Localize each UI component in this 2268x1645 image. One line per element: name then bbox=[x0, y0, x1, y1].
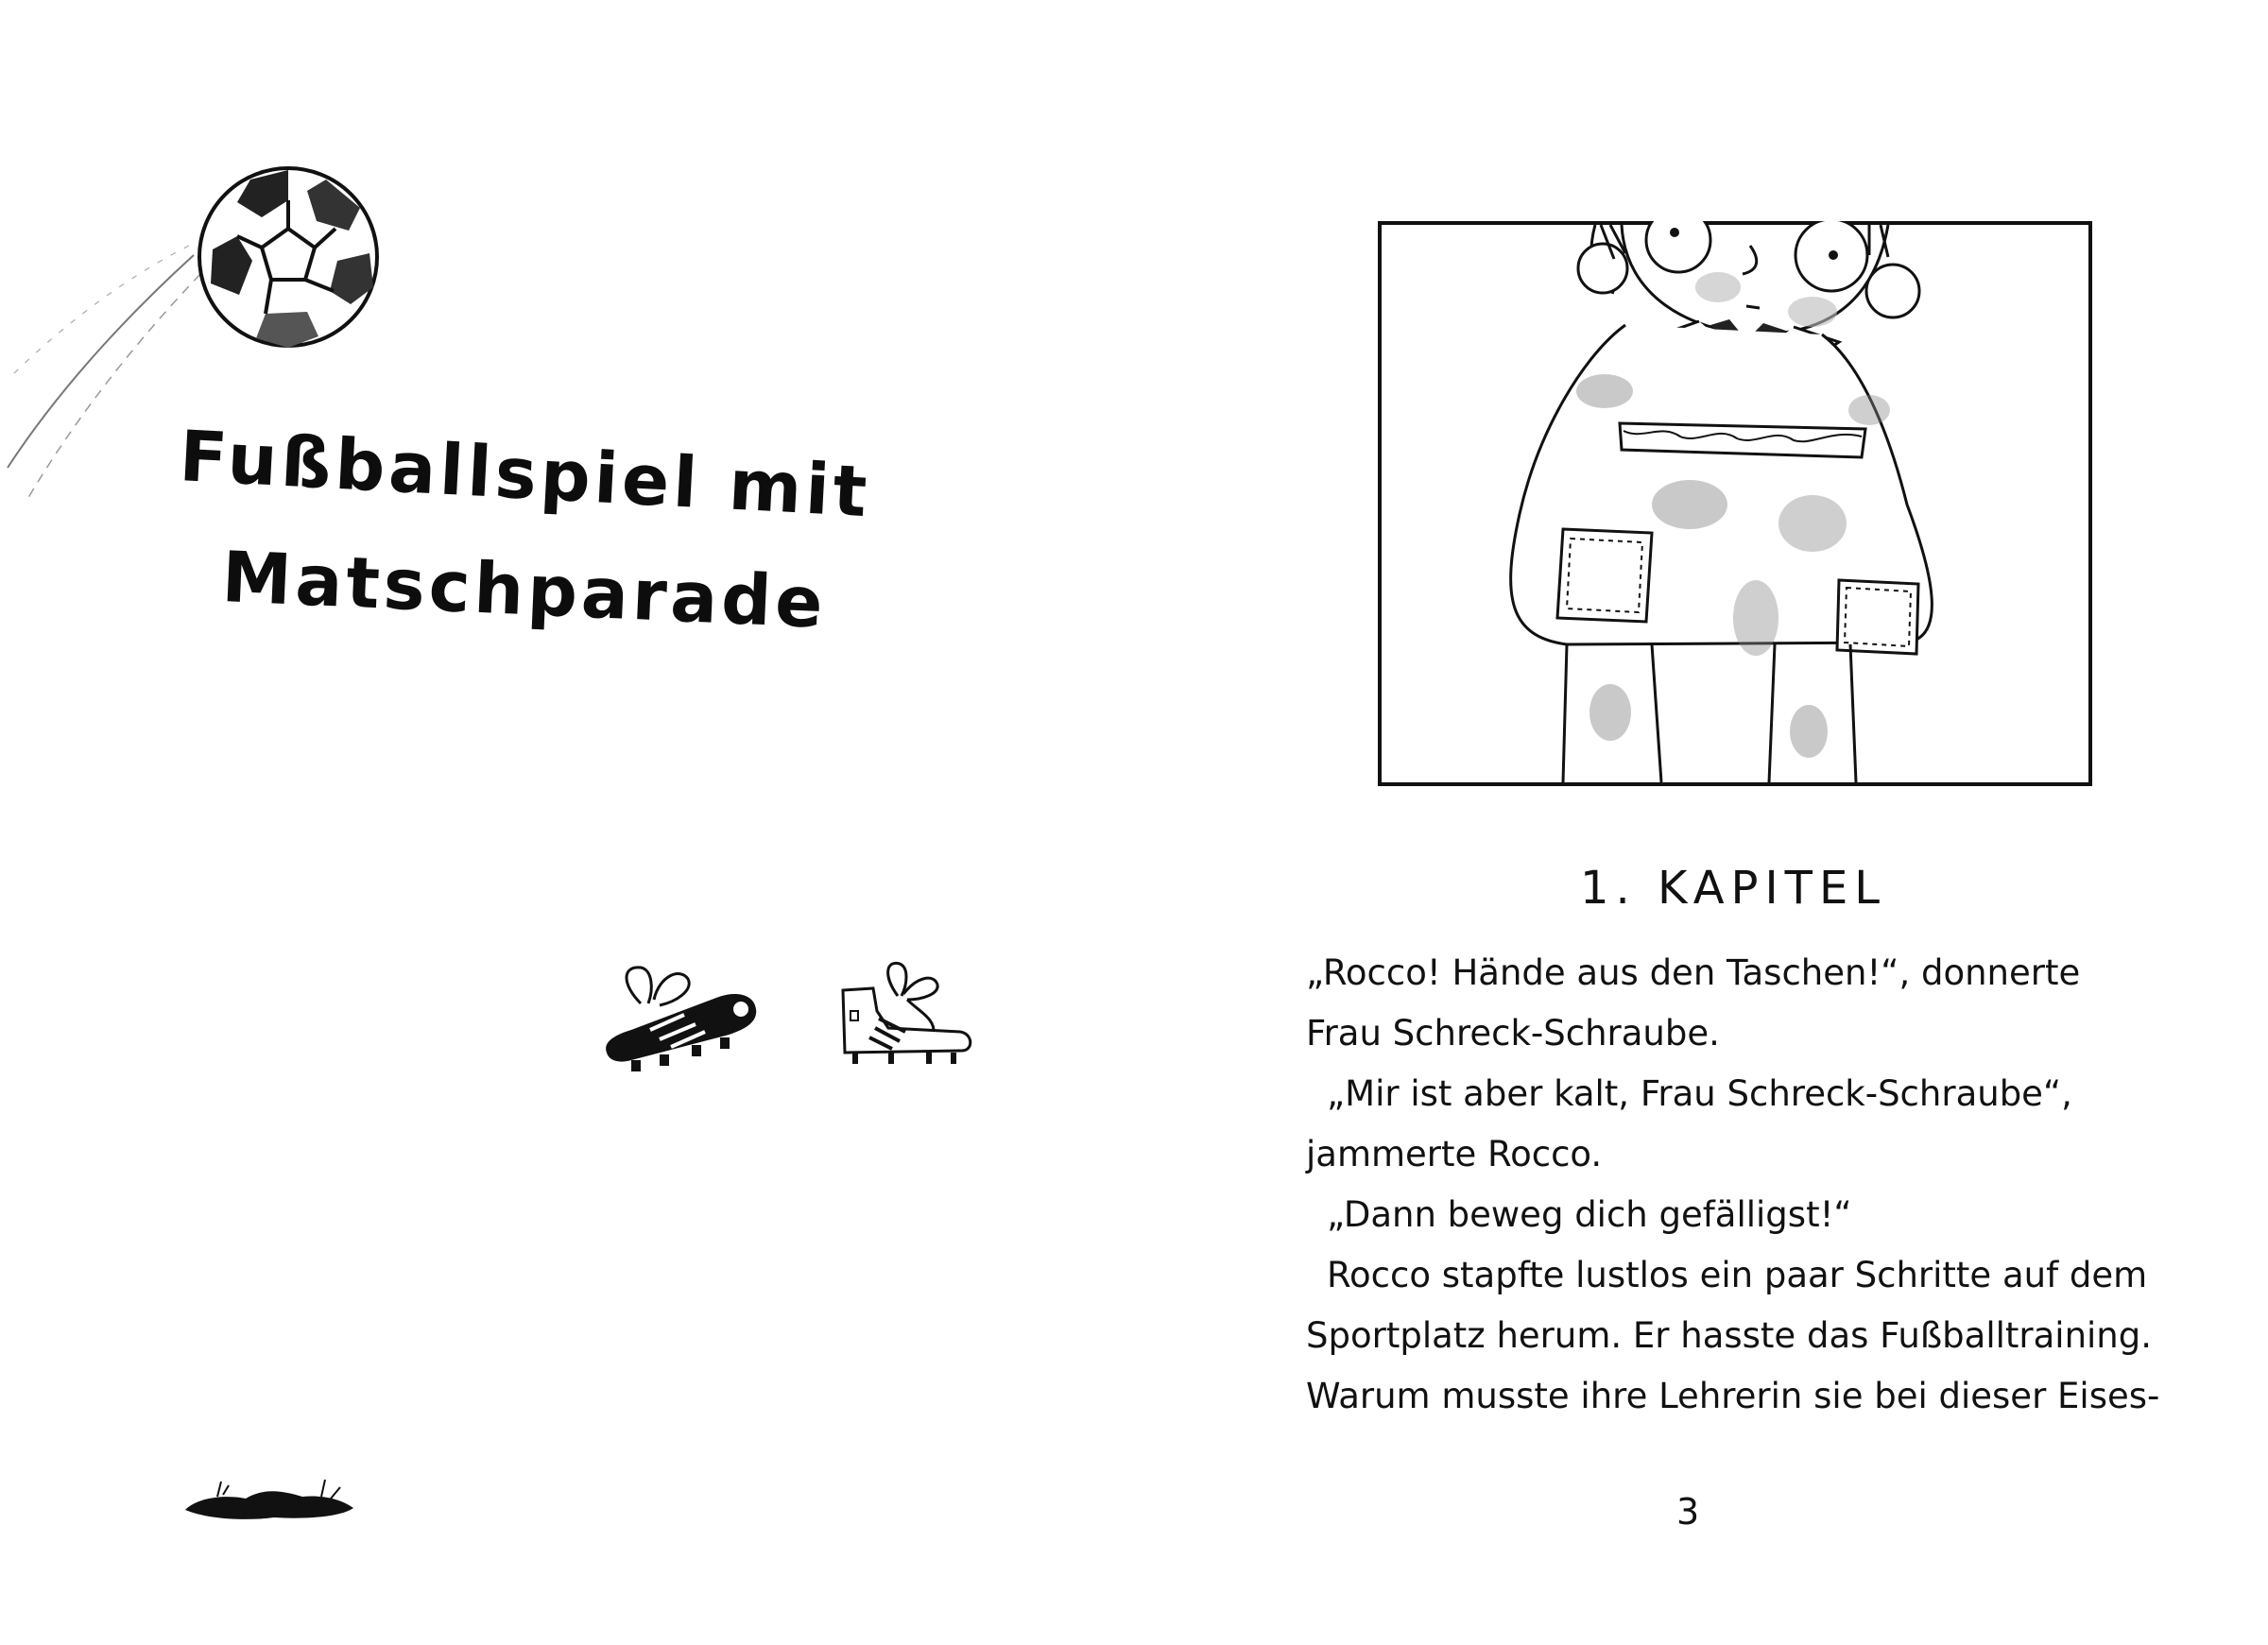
chapter-heading: 1. KAPITEL bbox=[1580, 862, 1887, 915]
chapter-text bbox=[1306, 943, 2160, 1427]
football-boot-white-icon bbox=[832, 952, 983, 1075]
text-line: Rocco stapfte lustlos ein paar Schritte auf dem bbox=[1327, 1255, 2148, 1295]
text-line: „Mir ist aber kalt, Frau Schreck-Schraube“, bbox=[1327, 1073, 2072, 1114]
right-page bbox=[1134, 0, 2268, 1645]
text-line: Sportplatz herum. Er hasste das Fußballtraining. bbox=[1306, 1315, 2152, 1356]
chapter-title-line-1: Fußballspiel mit bbox=[177, 416, 873, 534]
football-boot-black-icon bbox=[593, 956, 764, 1079]
text-line: jammerte Rocco. bbox=[1306, 1134, 1603, 1174]
text-line: Frau Schreck-Schraube. bbox=[1306, 1013, 1720, 1054]
soccer-ball-icon bbox=[194, 163, 383, 351]
ball-motion-lines bbox=[0, 236, 208, 510]
text-line: „Dann beweg dich gefälligst!“ bbox=[1327, 1194, 1852, 1235]
text-line: „Rocco! Hände aus den Taschen!“, donnerte bbox=[1306, 952, 2081, 993]
chapter-title-line-2: Matschparade bbox=[220, 537, 829, 644]
page-number: 3 bbox=[1676, 1491, 1700, 1533]
mud-splat-icon bbox=[180, 1468, 359, 1525]
boy-in-muddy-clothes-illustration bbox=[1378, 221, 2092, 788]
text-line: Warum musste ihre Lehrerin sie bei dieser Eises- bbox=[1306, 1376, 2160, 1416]
